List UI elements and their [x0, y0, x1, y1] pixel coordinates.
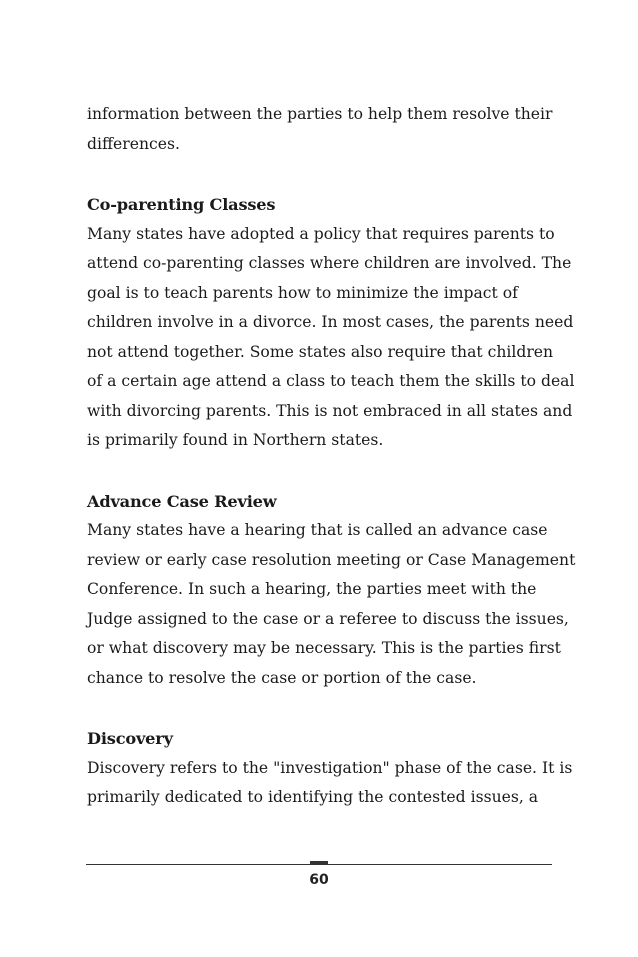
- text-line: Many states have adopted a policy that requires parents to: [87, 224, 555, 243]
- page-number: 60: [309, 872, 329, 888]
- text-line: Discovery refers to the "investigation" phase of the case. It is: [87, 758, 573, 777]
- section-paragraph-co-parenting-classes: [87, 220, 575, 456]
- text-line: not attend together. Some states also require that children: [87, 342, 554, 361]
- text-line: children involve in a divorce. In most cases, the parents need: [87, 313, 574, 331]
- section-heading-advance-case-review: Advance Case Review: [87, 491, 277, 511]
- text-line: goal is to teach parents how to minimize the impact of: [87, 283, 518, 302]
- text-line: information between the parties to help them resolve their: [87, 105, 553, 123]
- text-line: Many states have a hearing that is called an advance case: [87, 521, 548, 539]
- text-line: with divorcing parents. This is not embraced in all states and: [87, 401, 573, 420]
- text-line: or what discovery may be necessary. This is the parties first: [87, 639, 561, 657]
- text-line: chance to resolve the case or portion of the case.: [87, 668, 477, 687]
- text-line: differences.: [87, 134, 180, 153]
- text-line: primarily dedicated to identifying the contested issues, a: [87, 788, 539, 806]
- text-line: is primarily found in Northern states.: [87, 431, 384, 449]
- text-line: of a certain age attend a class to teach them the skills to deal: [87, 372, 575, 390]
- text-line: review or early case resolution meeting or Case Management: [87, 550, 576, 569]
- section-paragraph-advance-case-review: [87, 516, 576, 693]
- text-line: Conference. In such a hearing, the parties meet with the: [87, 580, 537, 598]
- section-heading-co-parenting-classes: Co-parenting Classes: [87, 195, 276, 214]
- page-body: [87, 100, 576, 813]
- text-line: attend co-parenting classes where children are involved. The: [87, 254, 572, 272]
- intro-paragraph: [87, 100, 557, 159]
- text-line: Judge assigned to the case or a referee to discuss the issues,: [87, 609, 569, 628]
- section-paragraph-discovery: [87, 754, 573, 813]
- section-heading-discovery: Discovery: [87, 729, 173, 748]
- footer-divider: [86, 864, 552, 865]
